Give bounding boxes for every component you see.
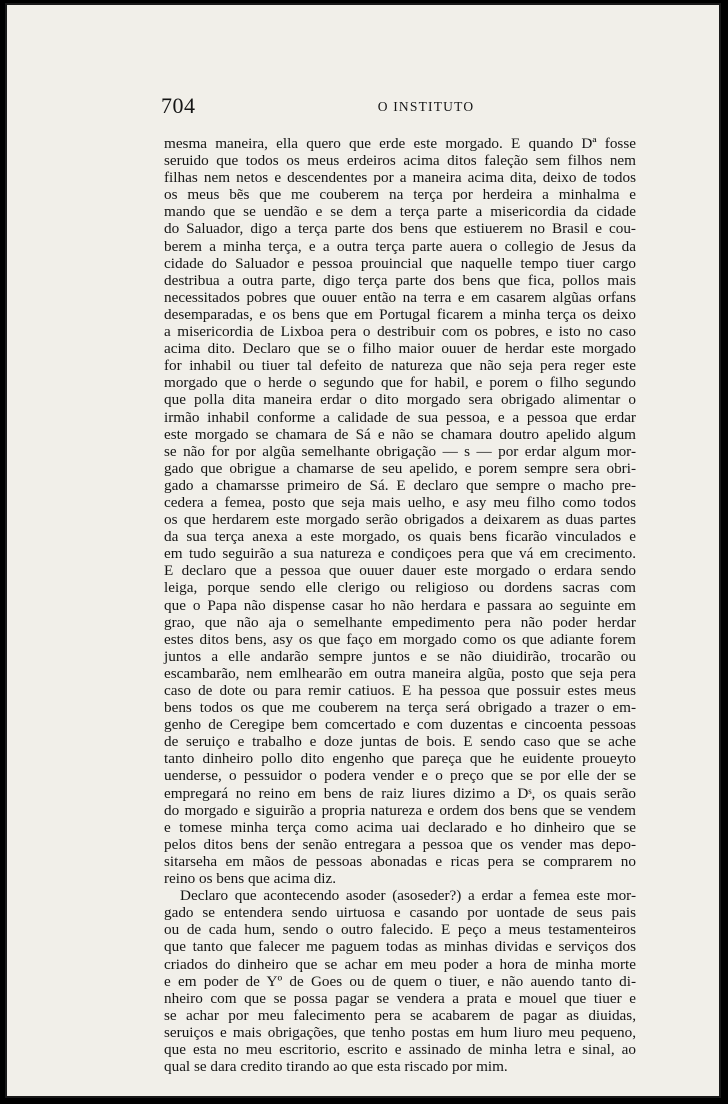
- text-line: criados do dinheiro que se achar em meu poder a hora de minha morte: [164, 955, 636, 973]
- document-page: [5, 3, 721, 1098]
- text-line: grao, que não aja o semelhante empedimento pera não poder herdar: [164, 613, 636, 631]
- text-line: seruiços e mais obrigações, que tenho postas em hum liuro meu pequeno,: [164, 1023, 636, 1041]
- text-line: morgado que o herde o segundo que for habil, e porem o filho segundo: [164, 374, 636, 392]
- text-line: qual se dara credito tirando ao que esta riscado por mim.: [164, 1058, 508, 1076]
- text-line: os que herdarem este morgado serão obrigados a deixarem as duas partes: [164, 511, 636, 529]
- text-line: destribua a outra parte, digo terça parte dos bens que fica, pollos mais: [164, 271, 636, 289]
- text-line: gado que obrigue a chamarse de seu apelido, e porem sempre sera obri-: [164, 459, 636, 477]
- body-text: [164, 135, 636, 1075]
- text-line: acima dito. Declaro que se o filho maior ouuer de herdar este morgado: [164, 340, 636, 358]
- text-line: este morgado se chamara de Sá e não se chamara doutro apelido algum: [164, 425, 636, 443]
- text-line: leiga, porque sendo elle clerigo ou religioso ou dordens sacras com: [164, 579, 636, 597]
- text-line: a misericordia de Lixboa pera o destribuir com os pobres, e isto no caso: [164, 323, 636, 341]
- text-line: for inhabil ou tiuer tal defeito de natureza que não seja pera reger este: [164, 357, 636, 375]
- text-line: uenderse, o pessuidor o podera vender e o preço que se por elle der se: [164, 767, 636, 785]
- text-line: empregará no reino em bens de raiz liures dizimo a Dˢ, os quais serão: [164, 784, 636, 802]
- text-line: necessitados pobres que ouuer então na terra e em casarem algũas orfans: [164, 288, 636, 306]
- text-line: mando que se uendão e se dem a terça parte a misericordia da cidade: [164, 203, 636, 221]
- text-line: Declaro que acontecendo asoder (asoseder?) a erdar a femea este mor-: [180, 887, 636, 905]
- paragraph: [164, 135, 636, 887]
- text-line: bens todos os que me couberem na terça será obrigado a trazer o em-: [164, 699, 636, 717]
- text-line: sitarseha em mãos de pessoas abonadas e ricas pera se comprarem no: [164, 852, 636, 870]
- text-line: que tanto que falecer me paguem todas as minhas dividas e serviços dos: [164, 938, 636, 956]
- text-line: gado a chamarsse primeiro de Sá. E declaro que sempre o macho pre-: [164, 476, 636, 494]
- text-line: que o Papa não dispense casar ho não herdara e passara ao seguinte em: [164, 596, 636, 614]
- text-line: em tudo seguirão a sua natureza e condiçoes pera que vá em crecimento.: [164, 545, 636, 563]
- text-line: filhas nem netos e descendentes por a maneira acima dita, deixo de todos: [164, 169, 636, 187]
- text-line: pelos ditos bens der senão entregara a pessoa que os vender mas depo-: [164, 835, 636, 853]
- text-line: da sua terça anexa a este morgado, os quais bens ficarão vinculados e: [164, 528, 636, 546]
- text-line: cidade do Saluador e pessoa prouincial que naquelle tempo tiuer cargo: [164, 254, 636, 272]
- page-number: 704: [161, 93, 196, 118]
- text-line: desemparadas, e os bens que em Portugal ficarem a minha terça os deixo: [164, 305, 636, 323]
- text-line: reino os bens que acima diz.: [164, 870, 337, 888]
- page-header: [161, 93, 641, 123]
- text-line: gado se entendera sendo uirtuosa e casando por uontade de seus pais: [164, 904, 636, 922]
- text-line: se não for por algũa semelhante obrigação — s — por erdar algum mor-: [164, 442, 636, 460]
- paragraph: [164, 887, 636, 1075]
- text-line: e em poder de Yº de Goes ou de quem o tiuer, e não auendo tanto di-: [164, 972, 636, 990]
- text-line: e tomese minha terça como acima uai declarado e ho dinheiro que se: [164, 818, 636, 836]
- text-line: berem a minha terça, e a outra terça parte auera o collegio de Jesus da: [164, 237, 636, 255]
- text-line: do Saluador, digo a terça parte dos bens que estiuerem no Brasil e cou-: [164, 220, 636, 238]
- text-line: caso de dote ou para remir catiuos. E ha pessoa que possuir estes meus: [164, 682, 636, 699]
- text-line: do morgado e siguirão a propria natureza e ordem dos bens que se vendem: [164, 801, 636, 819]
- text-line: nheiro com que se possa pagar se vendera a prata e mouel que tiuer e: [164, 989, 636, 1007]
- text-line: que esta no meu escritorio, escrito e assinado de minha letra e sinal, ao: [164, 1040, 636, 1058]
- text-line: estes ditos bens, asy os que faço em morgado como os que adiante forem: [164, 630, 636, 648]
- text-line: que polla dita maneira erdar o dito morgado sera obrigado alimentar o: [164, 391, 636, 409]
- text-line: genho de Ceregipe bem comcertado e com duzentas e cincoenta pessoas: [164, 716, 636, 734]
- text-line: juntos a elle andarão sempre juntos e se não diuidirão, trocarão ou: [164, 647, 636, 665]
- text-line: seruido que todos os meus erdeiros acima ditos faleção sem filhos nem: [164, 152, 636, 170]
- text-line: cedera a femea, posto que seja mais uelho, e asy meu filho como todos: [164, 493, 636, 511]
- text-line: de seruiço e trabalho e doze juntas de bois. E sendo caso que se ache: [164, 733, 636, 751]
- text-line: tanto dinheiro pollo dito engenho que pareça que he euidente proueyto: [164, 750, 636, 768]
- text-line: E declaro que a pessoa que ouuer dauer este morgado o erdara sendo: [164, 562, 636, 580]
- running-title: O INSTITUTO: [377, 99, 475, 114]
- text-line: mesma maneira, ella quero que erde este morgado. E quando Dª fosse: [164, 135, 636, 152]
- text-line: os meus bẽs que me couberem na terça por herdeira a minhalma e: [164, 186, 636, 204]
- text-line: se achar por meu falecimento pera se acabarem de pagar as diuidas,: [164, 1006, 636, 1024]
- text-line: irmão inhabil conforme a calidade de sua pessoa, e a pessoa que erdar: [164, 408, 636, 426]
- text-line: ou de cada hum, sendo o outro falecido. E peço a meus testamenteiros: [164, 921, 636, 939]
- text-line: escambarão, nem emlhearão em outra maneira algũa, posto que seja pera: [164, 664, 636, 682]
